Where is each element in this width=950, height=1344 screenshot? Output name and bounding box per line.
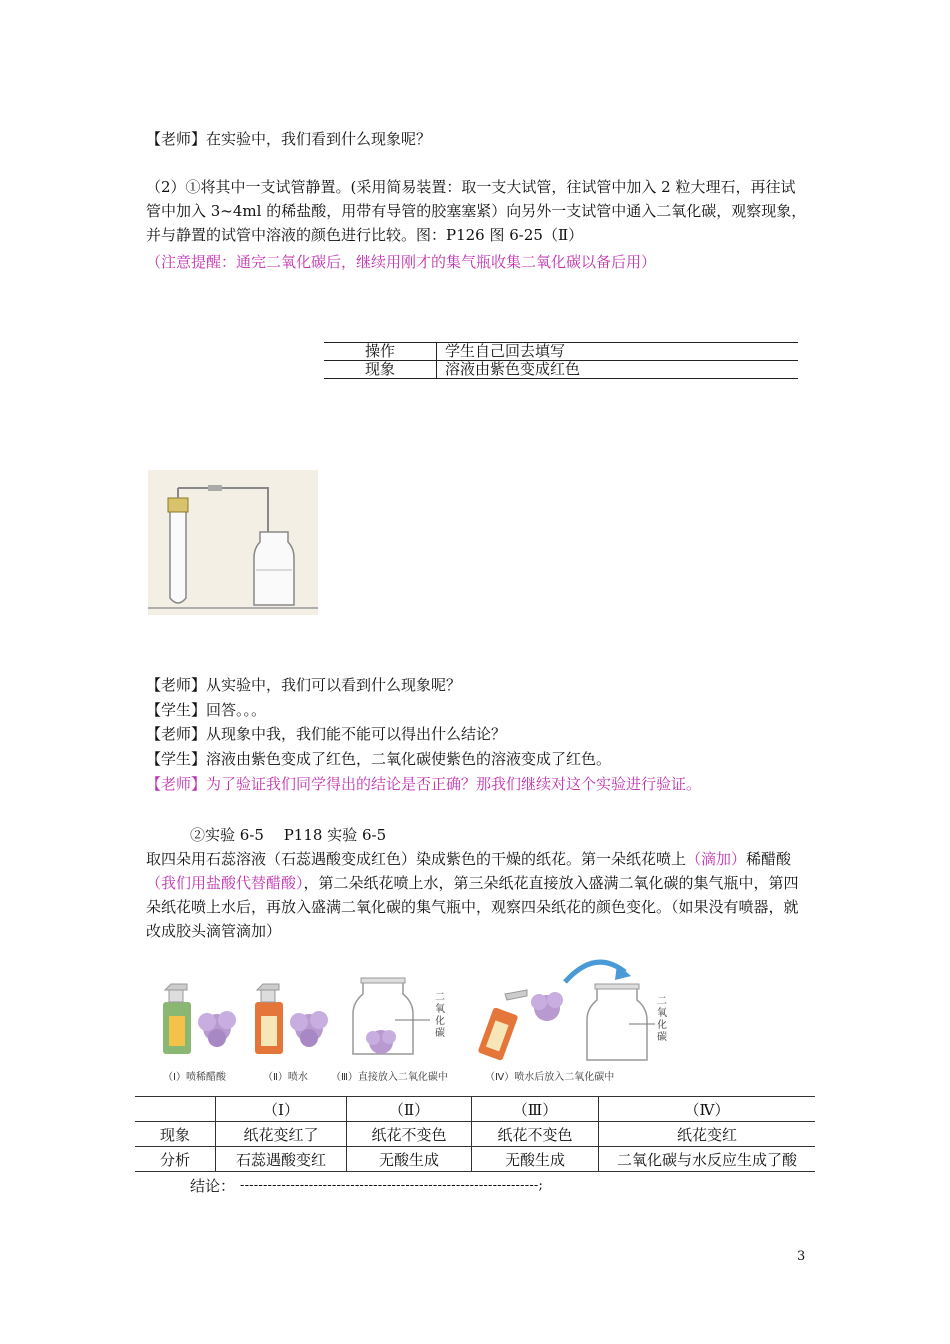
page-number: 3 [797,1249,806,1264]
conclusion-label: 结论： [190,1177,236,1195]
table-header-cell: （Ⅲ） [472,1097,599,1122]
apparatus-figure [148,470,318,615]
table-cell: 纸花变红了 [216,1122,347,1147]
experiment-2-description: （2）①将其中一支试管静置。(采用简易装置：取一支大试管，往试管中加入 2 粒大理石，再往试管中加入 3~4ml 的稀盐酸，用带有导管的胶塞塞紧）向另外一支试管中通入二氧化碳，观察现象，并与静置的试管中溶液的颜色进行比较。图：P126 图 6-25（Ⅱ） [146,178,807,244]
operation-table [324,342,798,379]
table-cell: 无酸生成 [472,1147,599,1172]
gas-jar-icon [587,984,655,1060]
table-cell: 纸花不变色 [472,1122,599,1147]
gas-jar-icon [353,978,430,1054]
table-header-row [135,1097,815,1122]
svg-text:二氧化碳 [435,992,445,1039]
flower-icon [531,992,563,1021]
spray-bottle-icon [255,984,283,1054]
dialog-line: 【学生】回答。。。 [146,701,267,719]
experiment-title: ②实验 6-5 P118 实验 6-5 [190,826,387,844]
table-header-cell: （Ⅰ） [216,1097,347,1122]
table-cell: 分析 [135,1147,216,1172]
table-header-cell [135,1097,216,1122]
gas-label-char: 化 [435,1016,445,1027]
result-table [135,1096,815,1172]
table-cell: 溶液由紫色变成红色 [437,361,799,379]
table-cell: 石蕊遇酸变红 [216,1147,347,1172]
table-cell: 现象 [324,361,437,379]
teacher-question-1: 【老师】在实验中，我们看到什么现象呢？ [146,130,432,148]
flower-icon [290,1011,328,1047]
table-row [135,1147,815,1172]
text-run: ，第二朵纸花喷上水，第三朵纸花直接放入盛满二氧化碳的集气瓶中，第四朵纸花喷上水后，再放入盛满二氧化碳的集气瓶中，观察四朵纸花的颜色变化。（如果没有喷器，就改成胶头滴管滴加） [146,874,799,940]
gas-label-char: 氧 [435,1004,445,1015]
text-run-highlight: （我们用盐酸代替醋酸） [146,874,304,892]
text-run: 稀醋酸 [746,850,792,868]
svg-text:二氧化碳 [657,996,667,1043]
table-header-cell: （Ⅱ） [347,1097,472,1122]
figure-caption: （Ⅰ）喷稀醋酸 [163,1072,226,1083]
gas-label-char: 二 [435,992,445,1003]
dialog-line: 【学生】溶液由紫色变成了红色，二氧化碳使紫色的溶液变成了红色。 [146,750,612,768]
table-row [324,343,798,361]
dialog-line-highlight: 【老师】为了验证我们同学得出的结论是否正确？那我们继续对这个实验进行验证。 [146,775,702,793]
figure-caption: （Ⅲ）直接放入二氧化碳中 [331,1072,448,1083]
text-run: 取四朵用石蕊溶液（石蕊遇酸变成红色）染成紫色的干燥的纸花。第一朵纸花喷上 [146,850,687,868]
flower-experiment-figure [155,950,675,1090]
arrow-icon [565,962,631,982]
dialog-line: 【老师】从实验中，我们可以看到什么现象呢？ [146,676,462,694]
figure-caption: （Ⅳ）喷水后放入二氧化碳中 [485,1072,615,1083]
table-cell: 操作 [324,343,437,361]
conclusion-blank: -----------------------------------------------------------------; [240,1178,544,1193]
table-header-cell: （Ⅳ） [599,1097,816,1122]
table-cell: 无酸生成 [347,1147,472,1172]
dialog-line: 【老师】从现象中我，我们能不能可以得出什么结论？ [146,725,507,743]
gas-label-char: 二 [657,996,667,1007]
gas-label-char: 碳 [435,1028,445,1039]
experiment-6-5-text [146,847,808,943]
gas-label-char: 氧 [657,1008,667,1019]
table-cell: 现象 [135,1122,216,1147]
table-row [324,361,798,379]
table-cell: 学生自己回去填写 [437,343,799,361]
table-row [135,1122,815,1147]
table-cell: 纸花变红 [599,1122,816,1147]
table-cell: 二氧化碳与水反应生成了酸 [599,1147,816,1172]
table-cell: 纸花不变色 [347,1122,472,1147]
gas-label-char: 碳 [657,1032,667,1043]
gas-label-char: 化 [657,1020,667,1031]
text-run-highlight: （滴加） [686,850,747,868]
attention-note: （注意提醒：通完二氧化碳后，继续用刚才的集气瓶收集二氧化碳以备后用） [146,253,657,271]
figure-caption: （Ⅱ）喷水 [263,1072,308,1083]
spray-bottle-icon [478,990,527,1061]
flower-icon [198,1011,236,1047]
spray-bottle-icon [163,984,191,1054]
